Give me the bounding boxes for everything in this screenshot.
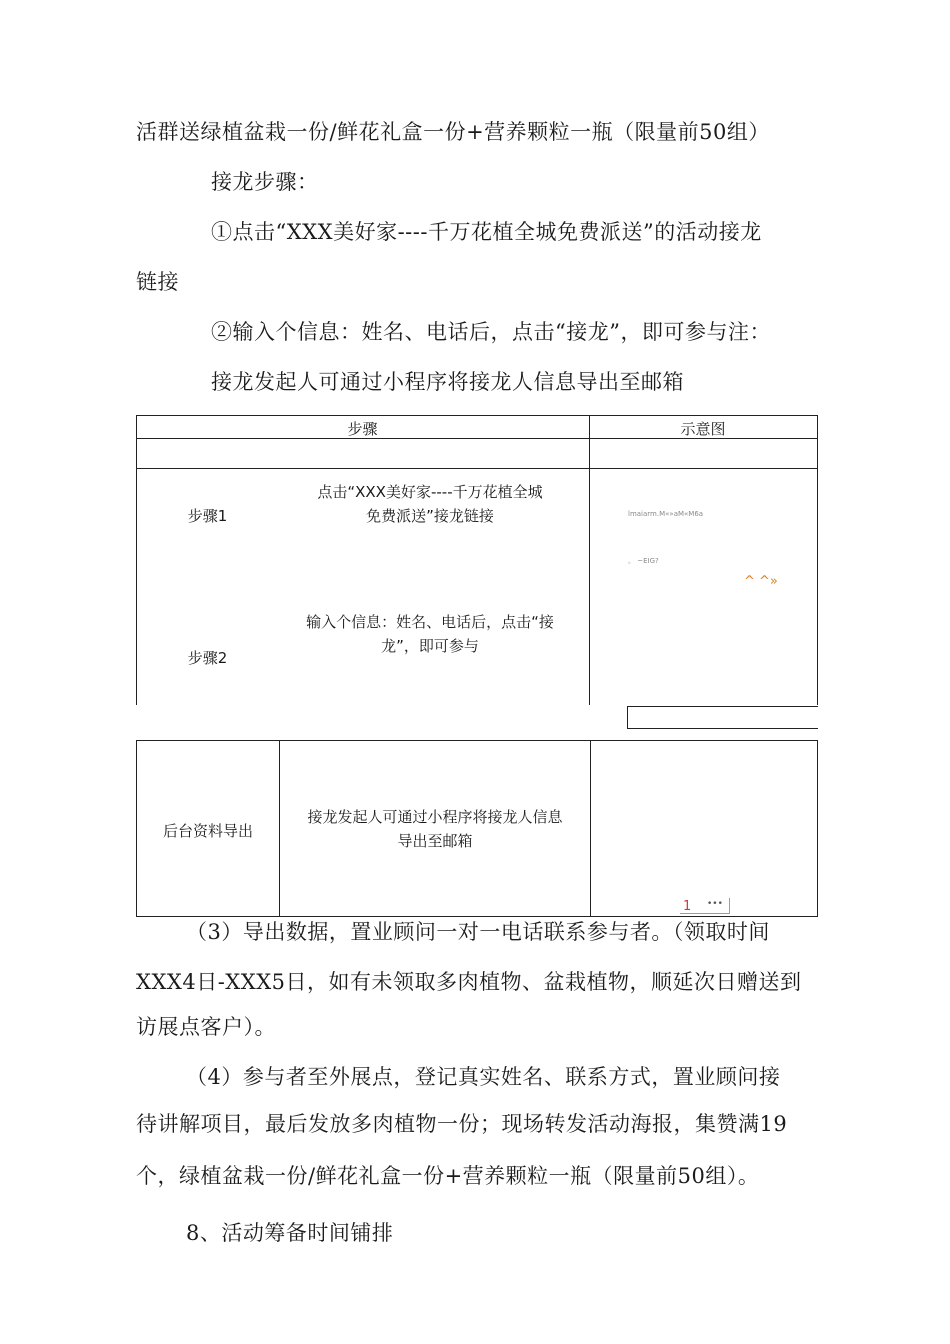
image-red-underline [680, 913, 730, 914]
header-diagram: 示意图 [680, 420, 726, 438]
paragraph-step-one-cont: 链接 [136, 270, 179, 294]
step2-text-line1: 输入个信息：姓名、电话后，点击“接 [306, 613, 554, 631]
step1-label: 步骤1 [187, 507, 228, 525]
table2-border-top [136, 740, 818, 741]
paragraph-step-one: ①点击“XXX美好家----千万花植全城免费派送”的活动接龙 [211, 220, 762, 244]
paragraph-step-two: ②输入个信息：姓名、电话后，点击“接龙”，即可参与注： [211, 320, 771, 344]
section-heading-schedule: 8、活动筹备时间铺排 [186, 1221, 394, 1245]
paragraph-participants-cont2: 个，绿植盆栽一份/鲜花礼盒一份+营养颗粒一瓶（限量前50组）。 [136, 1164, 760, 1188]
table2-column-divider-1 [279, 740, 280, 916]
diagram-caption-1: lmaiarm.M«»aM«M6a [628, 510, 704, 518]
header-steps: 步骤 [347, 420, 378, 438]
paragraph-export-data: （3）导出数据，置业顾问一对一电话联系参与者。（领取时间 [186, 920, 770, 944]
paragraph-export-note: 接龙发起人可通过小程序将接龙人信息导出至邮箱 [211, 370, 684, 394]
table2-border-bottom [136, 916, 818, 917]
table-border-right [817, 415, 818, 705]
table2-column-divider-2 [590, 740, 591, 916]
step1-text-line2: 免费派送”接龙链接 [366, 507, 494, 525]
paragraph-gift-line: 活群送绿植盆栽一份/鲜花礼盒一份+营养颗粒一瓶（限量前50组） [136, 120, 770, 144]
image-dots-mark: ••• [707, 899, 723, 909]
export-text-line1: 接龙发起人可通过小程序将接龙人信息 [307, 808, 563, 826]
paragraph-participants: （4）参与者至外展点，登记真实姓名、联系方式，置业顾问接 [186, 1065, 781, 1089]
export-text-line2: 导出至邮箱 [397, 832, 473, 850]
table-column-divider [589, 415, 590, 705]
paragraph-participants-cont1: 待讲解项目，最后发放多肉植物一份；现场转发活动海报，集赞满19 [136, 1112, 788, 1136]
paragraph-export-data-cont1: XXX4日-XXX5日，如有未领取多肉植物、盆栽植物，顺延次日赠送到 [136, 970, 802, 994]
step2-label: 步骤2 [187, 649, 228, 667]
paragraph-export-data-cont2: 访展点客户）。 [136, 1015, 276, 1039]
table-border-top [136, 415, 818, 416]
image-red-tick [729, 898, 730, 913]
diagram-caption-2: 。 ~EIG? [628, 557, 659, 565]
diagram-arrow-icon: ^ ^» [744, 574, 778, 589]
step1-text-line1: 点击“XXX美好家----千万花植全城 [317, 483, 543, 501]
paragraph-steps-heading: 接龙步骤： [211, 170, 319, 194]
table2-border-right [817, 740, 818, 916]
table-row-divider [136, 468, 818, 469]
export-label: 后台资料导出 [162, 822, 253, 840]
image-red-number-mark: 1 [683, 899, 692, 914]
table-border-left [136, 415, 137, 705]
small-empty-box [627, 706, 818, 729]
step2-text-line2: 龙”，即可参与 [381, 637, 479, 655]
